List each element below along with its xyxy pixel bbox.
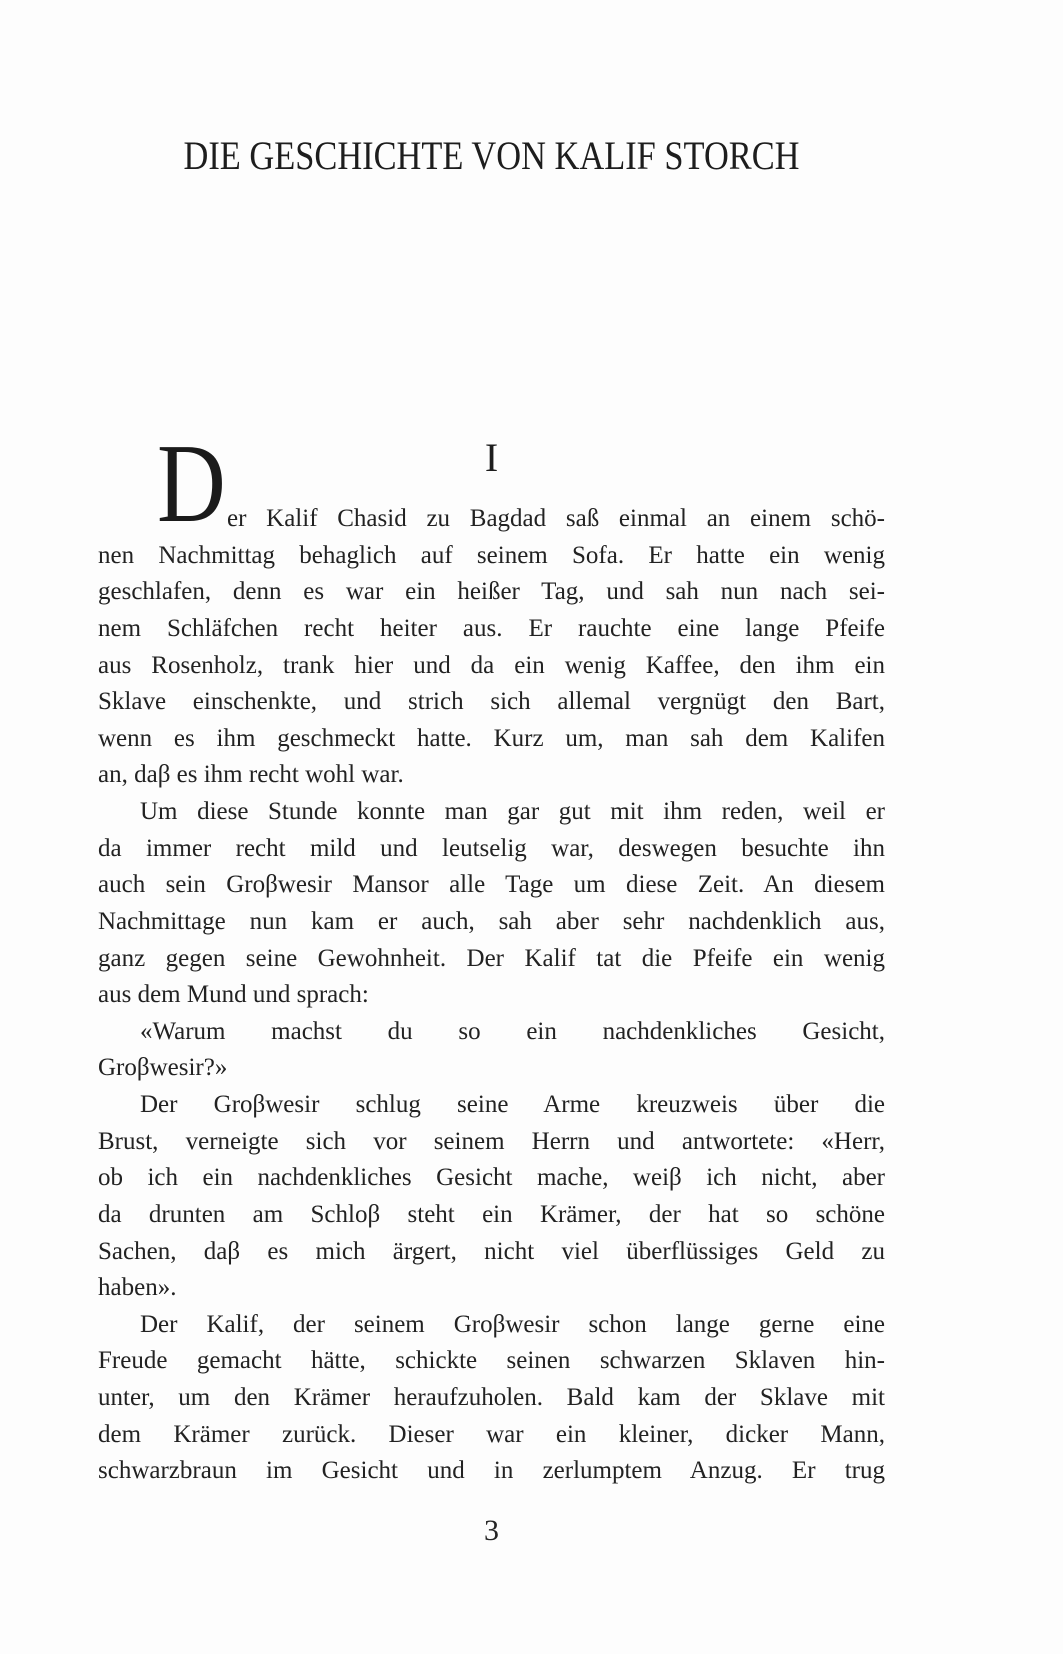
- chapter-numeral: I: [484, 435, 499, 480]
- text-line: geschlafen, denn es war ein heißer Tag, und sah nun nach sei-: [98, 578, 885, 606]
- text-line: Sachen, daβ es mich ärgert, nicht viel überflüssiges Geld zu: [98, 1237, 885, 1265]
- drop-cap: D: [157, 422, 226, 546]
- text-line: wenn es ihm geschmeckt hatte. Kurz um, man sah dem Kalifen: [98, 724, 885, 752]
- text-line: Um diese Stunde konnte man gar gut mit ihm reden, weil er: [140, 798, 885, 825]
- paragraph: [98, 794, 885, 1014]
- text-line: unter, um den Krämer heraufzuholen. Bald kam der Sklave mit: [98, 1384, 885, 1411]
- text-line: aus Rosenholz, trank hier und da ein wenig Kaffee, den ihm ein: [98, 651, 885, 679]
- text-line: Nachmittage nun kam er auch, sah aber sehr nachdenklich aus,: [98, 907, 885, 935]
- page-number: 3: [484, 1514, 499, 1547]
- text-line: da immer recht mild und leutselig war, deswegen besuchte ihn: [98, 834, 885, 862]
- text-line: Brust, verneigte sich vor seinem Herrn und antwortete: «Herr,: [98, 1127, 885, 1155]
- text-line: «Warum machst du so ein nachdenkliches Gesicht,: [140, 1017, 885, 1045]
- text-column: [98, 0, 885, 1654]
- text-line: Freude gemacht hätte, schickte seinen schwarzen Sklaven hin-: [98, 1347, 885, 1375]
- page-title: DIE GESCHICHTE VON KALIF STORCH: [183, 133, 800, 178]
- text-line: dem Krämer zurück. Dieser war ein kleiner, dicker Mann,: [98, 1420, 885, 1448]
- text-line: Groβwesir?»: [98, 1054, 228, 1082]
- paragraph: [98, 1307, 885, 1490]
- text-line: schwarzbraun im Gesicht und in zerlumptem Anzug. Er trug: [98, 1457, 885, 1485]
- text-line: an, daβ es ihm recht wohl war.: [98, 761, 404, 789]
- text-line: da drunten am Schloβ steht ein Krämer, der hat so schöne: [98, 1200, 885, 1228]
- text-line: aus dem Mund und sprach:: [98, 981, 369, 1009]
- text-line: auch sein Groβwesir Mansor alle Tage um diese Zeit. An diesem: [98, 871, 885, 899]
- text-line: haben».: [98, 1274, 177, 1302]
- text-line: nen Nachmittag behaglich auf seinem Sofa. Er hatte ein wenig: [98, 541, 885, 569]
- text-line: er Kalif Chasid zu Bagdad saß einmal an einem schö-: [227, 505, 885, 532]
- body-text: [98, 501, 885, 1490]
- paragraph: [98, 1014, 885, 1087]
- text-line: ganz gegen seine Gewohnheit. Der Kalif tat die Pfeife ein wenig: [98, 944, 885, 972]
- text-line: ob ich ein nachdenkliches Gesicht mache, weiβ ich nicht, aber: [98, 1164, 885, 1192]
- text-line: Der Groβwesir schlug seine Arme kreuzweis über die: [140, 1091, 885, 1118]
- text-line: Der Kalif, der seinem Groβwesir schon lange gerne eine: [140, 1310, 885, 1338]
- paragraph: [98, 501, 885, 794]
- paragraph: [98, 1087, 885, 1307]
- text-line: nem Schläfchen recht heiter aus. Er rauchte eine lange Pfeife: [98, 614, 885, 642]
- text-line: Sklave einschenkte, und strich sich allemal vergnügt den Bart,: [98, 688, 885, 716]
